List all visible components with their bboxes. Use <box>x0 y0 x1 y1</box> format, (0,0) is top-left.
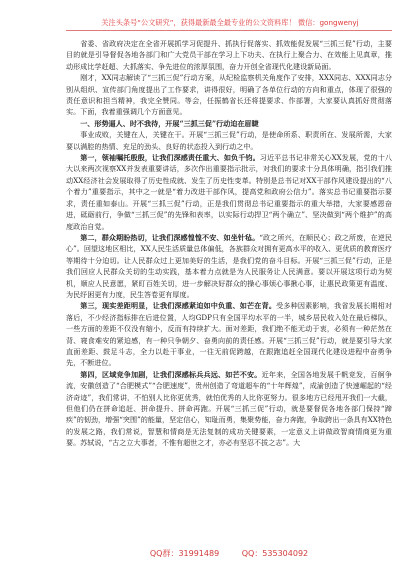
paragraph: 省委、省政府决定在全省开展抓学习促提升、抓执行促落实、抓效能促发展“三抓三促”行动，主要目的就是引导督促各地各部门和广大党员干部在学习上下功夫、在执行上聚合力、在效能上见真章，推动形成比学赶超、大抓落实、争先进位的浓厚氛围，奋力开创全省现代化建设新局面。 <box>66 39 392 71</box>
qq-number: QQ：535304092 <box>241 549 309 558</box>
section-heading: 一、形势逼人、时不我待，开展“三抓三促”行动迫在眉睫 <box>80 118 259 128</box>
qq-group: QQ群：31991489 <box>149 549 220 558</box>
point-lead: 第三，现实差距明显，让我们深感紧迫如中负重、如芒在背。 <box>80 301 277 311</box>
page-header: 关注头条号“公文研究”，获得最新最全最专业的公文资料库！ 微信：gongwenyj <box>101 18 359 27</box>
point-heading-4: 第四，区域竞争加剧，让我们深感标兵兵远、如芒不安。近年来，全国各地发展千帆竞发，百舸争流，安徽创造了“合肥模式”“合肥速度”，贵州创造了弯道超车的“十年辉煌”，成渝创造了快速崛起的“经济奇迹”，我们常讲，不怕别人比你更优秀，就怕优秀的人比你更努力。很多地方已经甩开我们一大截，但他们仍在拼命追赶、拼命提升、拼命再跑。开展“三抓三促”行动，就是要督促各地各部门保持“蹄疾”的韧劲，增强“突围”的能量，坚定信心，知耻而勇，集聚势能，奋力奔跑，争取跨出一条具有XX特色的发展之路，我们常说，智慧和情商是无法复制的成功关键要素，一定意义上讲做政智商情商更为重要。苏轼说，“古之立大事者，不惟有超世之才，亦必有坚忍不拔之志”。大 <box>66 369 393 448</box>
header-divider <box>66 30 392 31</box>
page-footer <box>66 548 392 559</box>
point-lead: 第二，群众期盼热切，让我们深感惶惶不安、如坐针毡。 <box>80 232 260 242</box>
point-lead: 第四，区域竞争加剧，让我们深感标兵兵远、如芒不安。 <box>80 369 262 379</box>
point-heading-1: 第一，领袖嘱托殷殷，让我们深感责任重大、如负千钧。习近平总书记非常关心XX发展，党的十八大以来两次视察XX并发表重要讲话，多次作出重要指示批示，对我们的要求十分具体明确，指引我们推动XX经济社会发展取得了历史性成就、发生了历史性变革。特别是总书记对XX干部作风建设提出的“八个着力”重要指示，其中之一就是“着力改进干部作风，提高党和政府公信力”。落实总书记重要指示要求，责任重如泰山。开展“三抓三促”行动，正是我们贯彻总书记重要指示的重大举措，大家要感恩奋进，砥砺前行，争做“三抓三促”的先锋和表率，以实际行动捍卫“两个确立”、坚决做到“两个维护”的高度政治自觉。 <box>66 153 392 231</box>
paragraph: 刚才，XX同志解读了“三抓三促”行动方案，从纪检监察机关角度作了安排，XXX同志、XXX同志分别从组织、宣传部门角度提出了工作要求，讲得很好，明确了各单位行动的方向和重点，体现了很强的责任意识和担当精神，我完全赞同。等会，任振鹤省长还将提要求、作部署，大家要认真抓好贯彻落实。下面，我着重强调几个方面意见。 <box>66 73 392 117</box>
document-body <box>66 38 392 449</box>
point-heading-2: 第二，群众期盼热切，让我们深感惶惶不安、如坐针毡。“政之所兴，在顺民心；政之所废，在逆民心”。回望这地区相比，XX人民生活质量总体偏低，各族群众对拥有更高水平的收入、更优质的教育医疗等期待十分迫切。让人民群众过上更加美好的生活，是我们党的奋斗目标。开展“三抓三促”行动，正是我们回应人民群众关切的生动实践，基本着力点就是为人民服务让人民满意。要以开展这项行动为契机，顺应人民意愿，紧盯百姓关切，进一步解决好群众的操心事烦心事揪心事，让惠民政策更有温度、为民纾困更有力度，民生答卷更有厚度。 <box>66 232 392 299</box>
paragraph: 事业成败，关键在人，关键在干。开展“三抓三促”行动，是使命所系、职责所在、发展所需，大家要以满腔的热情、充足的劲头、良好的状态投入到行动之中。 <box>66 130 392 151</box>
point-lead: 第一，领袖嘱托殷殷，让我们深感责任重大、如负千钧。 <box>80 153 260 163</box>
point-heading-3: 第三，现实差距明显，让我们深感紧迫如中负重、如芒在背。受多种因素影响，我省发展长期相对落后，不少经济指标排在后进位置，人均GDP只有全国平均水平的一半，城乡居民收入处在最后梯队，一些方面的差距不仅没有缩小，反而有持续扩大。面对差距，我们绝不能无动于衷，必须有一种茫然在背、寝食难安的紧迫感，有一种只争朝夕、奋勇向前的责任感。开展“三抓三促”行动，就是要引导大家直面差距、鼓足斗志，全力以赴干事业，一往无前促跨越，在跟跑追赶全国现代化建设进程中奋勇争先，不断进位。 <box>66 301 392 368</box>
